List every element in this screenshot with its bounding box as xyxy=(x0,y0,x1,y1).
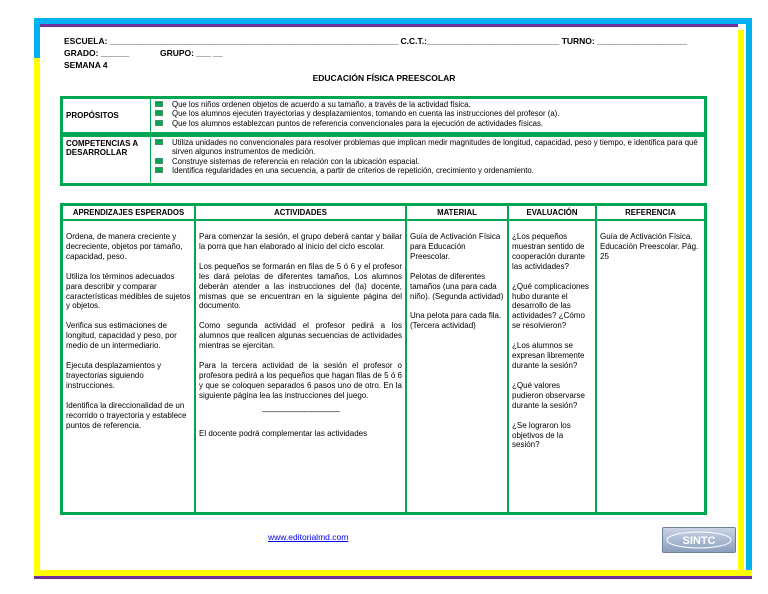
material-column xyxy=(407,206,507,512)
referencia-column xyxy=(597,206,704,512)
list-item: Para la tercera actividad de la sesión el profesor o profesora pedirá a los pequeños que hagan filas de 5 ó 6 y que se coloquen separados 6 pasos uno de otro. En la siguiente página lea las instrucciones del juego. xyxy=(199,361,402,400)
list-item: Ordena, de manera creciente y decreciente, objetos por tamaño, capacidad, peso. xyxy=(66,232,183,261)
list-item: Que los alumnos establezcan puntos de referencia convencionales para la ejecución de actividades físicas. xyxy=(155,119,700,128)
frame-border-bottom-line xyxy=(34,576,752,579)
propositos-label: PROPÓSITOS xyxy=(63,99,151,132)
editorial-link[interactable]: www.editorialmd.com xyxy=(268,532,349,542)
list-item: ¿Los alumnos se expresan libremente durante la sesión? xyxy=(512,341,585,370)
evaluacion-body xyxy=(509,221,595,450)
list-item: Una pelota para cada fila. (Tercera actividad) xyxy=(410,311,502,331)
list-item: Que los niños ordenen objetos de acuerdo a su tamaño, a través de la actividad física. xyxy=(155,100,700,109)
column-header: REFERENCIA xyxy=(597,206,704,221)
bullet-square-icon xyxy=(155,139,163,145)
separator-dashes: ——————————— xyxy=(262,406,339,416)
list-item: Como segunda actividad el profesor pedirá a los alumnos que realicen algunas secuencias de actividades mientras se ejercitan. xyxy=(199,321,402,351)
school-info-line: ESCUELA: _____________________________________________________________ C.C.T.:____________________________ TURNO: ___________________ xyxy=(64,36,687,46)
competencias-block xyxy=(60,134,707,186)
list-item: Guía de Activación Física. Educación Preescolar. Pág. 25 xyxy=(600,232,699,261)
list-item: ¿Qué complicaciones hubo durante el desarrollo de las actividades? ¿Cómo se resolvieron? xyxy=(512,281,589,331)
propositos-list xyxy=(151,99,704,132)
bullet-square-icon xyxy=(155,158,163,164)
actividades-column xyxy=(196,206,405,512)
column-header: MATERIAL xyxy=(407,206,507,221)
sinte-logo xyxy=(662,527,736,553)
frame-border-right xyxy=(738,30,744,576)
competencias-label: COMPETENCIAS A DESARROLLAR xyxy=(63,137,151,183)
list-item: Guía de Activación Física para Educación Preescolar. xyxy=(410,232,501,261)
list-item: Que los alumnos ejecuten trayectorias y desplazamientos, tomando en cuenta las instrucciones del profesor (a). xyxy=(155,109,700,118)
frame-border-inner-top xyxy=(40,24,738,27)
competencias-list xyxy=(151,137,704,183)
propositos-block xyxy=(60,96,707,135)
referencia-body xyxy=(597,221,704,262)
list-item: ¿Se lograron los objetivos de la sesión? xyxy=(512,420,571,450)
list-item: El docente podrá complementar las actividades xyxy=(199,428,368,438)
list-item: Utiliza los términos adecuados para describir y comparar características medibles de sujetos y objetos. xyxy=(66,271,191,311)
bullet-square-icon xyxy=(155,120,163,126)
bullet-square-icon xyxy=(155,167,163,173)
evaluacion-column xyxy=(509,206,595,512)
lesson-plan-table xyxy=(60,203,707,515)
actividades-body xyxy=(196,221,405,439)
frame-border-left xyxy=(34,58,40,576)
list-item: Identifica la direccionalidad de un recorrido o trayectoria y establece puntos de referencia. xyxy=(66,400,187,430)
list-item: Ejecuta desplazamientos y trayectorias siguiendo instrucciones. xyxy=(66,361,162,390)
grado-field: GRADO: ______ xyxy=(64,48,130,58)
list-item: Construye sistemas de referencia en relación con la ubicación espacial. xyxy=(155,157,700,166)
bullet-square-icon xyxy=(155,101,163,107)
bullet-square-icon xyxy=(155,110,163,116)
page-title: EDUCACIÓN FÍSICA PREESCOLAR xyxy=(312,73,456,83)
grupo-field: GRUPO: ___ __ xyxy=(160,48,223,58)
frame-border-right-outer xyxy=(746,18,752,576)
list-item: Utiliza unidades no convencionales para resolver problemas que implican medir magnitudes de longitud, capacidad, peso y tiempo, e identifica para qué sirven algunos instrumentos de medición. xyxy=(155,138,700,157)
semana-label: SEMANA 4 xyxy=(64,60,108,70)
aprendizajes-body xyxy=(63,221,194,431)
logo-text: SINTC xyxy=(682,535,716,547)
list-item: ¿Los pequeños muestran sentido de cooperación durante las actividades? xyxy=(512,232,585,271)
column-header: EVALUACIÓN xyxy=(509,206,595,221)
material-body xyxy=(407,221,507,331)
aprendizajes-column xyxy=(63,206,194,512)
list-item: Los pequeños se formarán en filas de 5 ó 6 y el profesor les dará pelotas de diferentes tamaños, Los alumnos deberán atender a las instrucciones del (la) docente, mismas que se encuentran en la siguiente página del documento. xyxy=(199,261,402,311)
frame-border-left-top xyxy=(34,18,40,58)
list-item: Verifica sus estimaciones de longitud, capacidad y peso, por medio de un intermediario. xyxy=(66,321,177,351)
column-header: APRENDIZAJES ESPERADOS xyxy=(63,206,194,221)
list-item: Para comenzar la sesión, el grupo deberá cantar y bailar la porra que han elaborado al inicio del ciclo escolar. xyxy=(199,232,402,251)
list-item: ¿Qué valores pudieron observarse durante la sesión? xyxy=(512,380,585,410)
list-item: Pelotas de diferentes tamaños (una para cada niño). (Segunda actividad) xyxy=(410,271,504,301)
column-header: ACTIVIDADES xyxy=(196,206,405,221)
list-item: Identifica regularidades en una secuencia, a partir de criterios de repetición, crecimiento y ordenamiento. xyxy=(155,166,700,175)
